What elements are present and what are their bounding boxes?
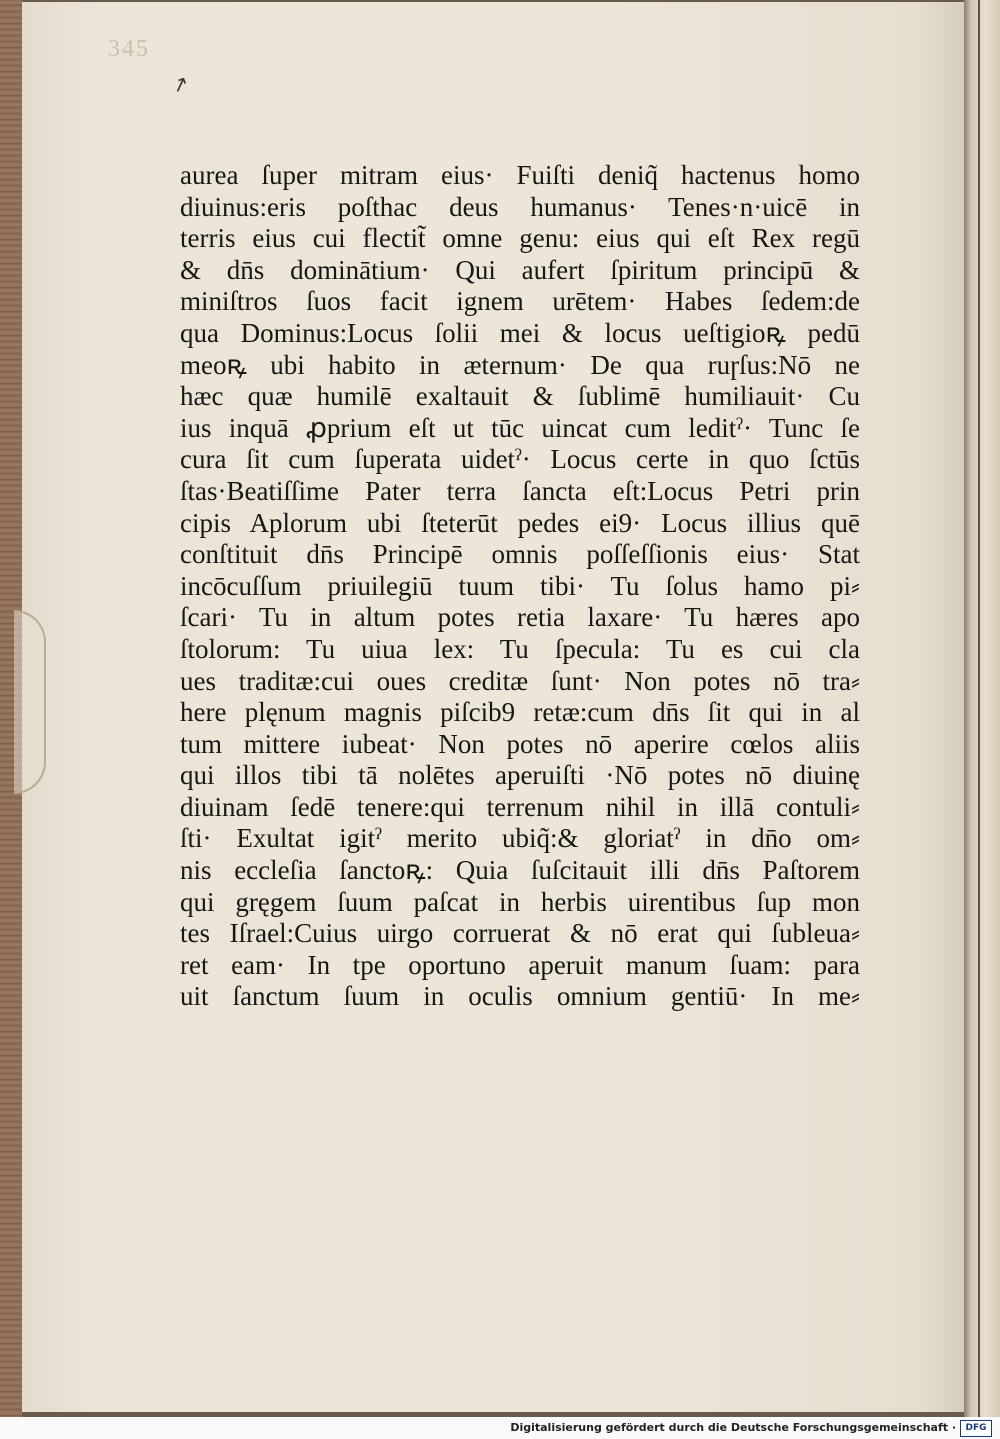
text-line: ues traditæ:cui oues creditæ ſunt· Non potes nō tra⸗ (180, 665, 860, 696)
text-line: uit ſanctum ſuum in oculis omnium gentiū· In me⸗ (180, 981, 860, 1012)
text-line: & dn̄s dominātium· Qui aufert ſpiritum principū & (180, 254, 860, 285)
text-line: diuinam ſedē tenere:qui terrenum nihil in illā contuli⸗ (180, 791, 860, 822)
text-line: aurea ſuper mitram eius· Fuiſti deniq̃ hactenus homo (180, 160, 860, 190)
text-line: meoꝶ ubi habito in æternum· De qua ruɼſus:Nō ne (180, 349, 860, 380)
next-leaf-edge (964, 0, 1000, 1417)
text-line: nis eccleſia ſanctoꝶ: Quia ſuſcitauit illi dn̄s Paſtorem (180, 855, 860, 886)
text-line: miniſtros ſuos facit ignem urētem· Habes ſedem:de (180, 286, 860, 317)
text-block (180, 160, 860, 1013)
text-line: incōcuſſum priuilegiū tuum tibi· Tu ſolus hamo pi⸗ (180, 570, 860, 601)
footer-bar (0, 1417, 1000, 1439)
text-line: ſti· Exultat igitˀ merito ubiq̃:& gloriatˀ in dn̄o om⸗ (180, 823, 860, 854)
footer-credit: Digitalisierung gefördert durch die Deutsche Forschungsgemeinschaft · (510, 1421, 956, 1434)
text-line: conſtituit dn̄s Principē omnis poſſeſſionis eius· Stat (180, 539, 860, 570)
text-line: qua Dominus:Locus ſolii mei & locus ueſtigioꝶ pedū (180, 317, 860, 348)
text-line: cipis Aplorum ubi ſteterūt pedes ei9· Locus illius quē (180, 507, 860, 538)
text-line: tes Iſrael:Cuius uirgo corruerat & nō erat qui ſubleua⸗ (180, 918, 860, 949)
page-clip (14, 610, 46, 794)
pen-mark: ↗ (168, 71, 193, 99)
text-line: ret eam· In tpe oportuno aperuit manum ſuam: para (180, 949, 860, 980)
text-line: tum mittere iubeat· Non potes nō aperire cœlos aliis (180, 728, 860, 759)
text-line: ius inquā ꝓprium eſt ut tūc uincat cum leditˀ· Tunc ſe (180, 412, 860, 443)
text-line: ſtas·Beatiſſime Pater terra ſancta eſt:Locus Petri prin (180, 475, 860, 506)
text-line: hæc quæ humilē exaltauit & ſublimē humiliauit· Cu (180, 381, 860, 412)
text-line: here plęnum magnis piſcib9 retæ:cum dn̄s ſit qui in al (180, 697, 860, 728)
text-line: ſcari· Tu in altum potes retia laxare· Tu hæres apo (180, 602, 860, 633)
text-line: ſtolorum: Tu uiua lex: Tu ſpecula: Tu es cui cla (180, 633, 860, 664)
folio-number: 345 (108, 36, 150, 62)
text-line: qui gręgem ſuum paſcat in herbis uirentibus ſup mon (180, 886, 860, 917)
text-line: diuinus:eris poſthac deus humanus· Tenes·n·uicē in (180, 191, 860, 222)
text-line: cura ſit cum ſuperata uidetˀ· Locus certe in quo ſctūs (180, 444, 860, 475)
text-line: terris eius cui flectit̃ omne genu: eius qui eſt Rex regū (180, 223, 860, 254)
text-line: qui illos tibi tā nolētes aperuiſti ·Nō potes nō diuinę (180, 760, 860, 791)
gutter-line (978, 0, 980, 1417)
dfg-logo[interactable]: DFG (960, 1420, 992, 1437)
